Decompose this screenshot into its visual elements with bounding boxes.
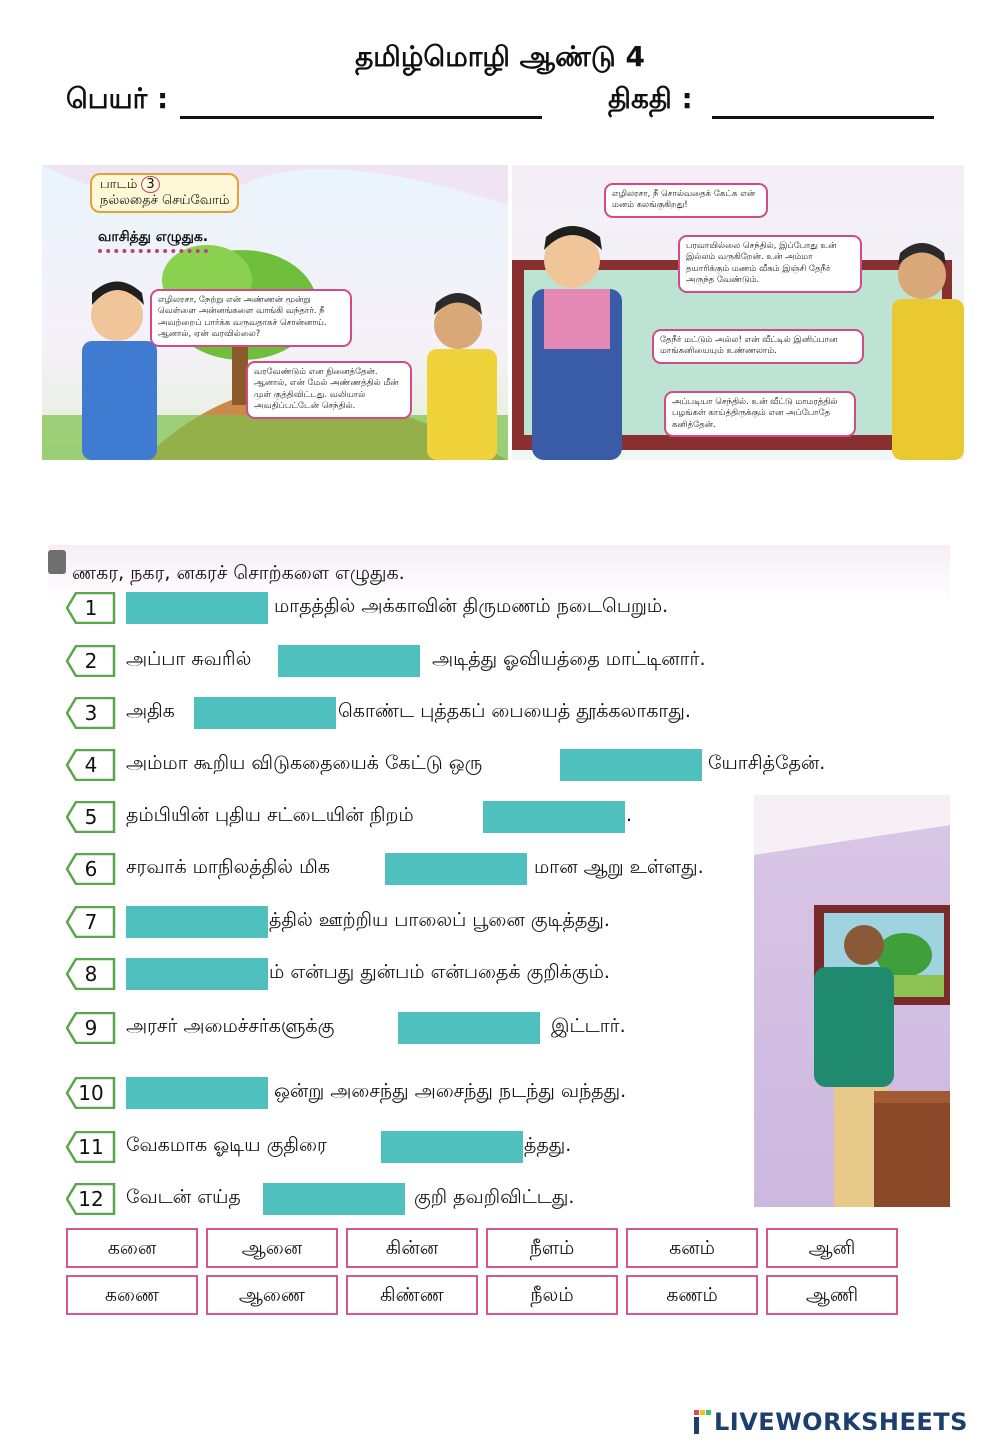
reading-subheading: வாசித்து எழுதுக.	[98, 229, 208, 253]
question-number-badge	[66, 697, 116, 729]
answer-drop-zone[interactable]	[381, 1131, 523, 1163]
question-text-after: இட்டார்.	[551, 1015, 626, 1037]
question-text-after: மான ஆறு உள்ளது.	[534, 856, 704, 878]
answer-drop-zone[interactable]	[126, 906, 268, 938]
question-text-before: அப்பா சுவரில்	[126, 648, 252, 670]
question-number: 11	[78, 1135, 104, 1159]
question-text-after: அடித்து ஓவியத்தை மாட்டினார்.	[432, 648, 706, 670]
lesson-title: நல்லதைச் செய்வோம்	[100, 193, 230, 208]
speech-bubble: தேநீர் மட்டும் அல்ல! என் வீட்டில் இனிப்பான மாங்கனியையும் உண்ணலாம்.	[652, 329, 864, 364]
speech-bubble: வரவேண்டும் என நினைத்தேன். ஆனால், என் மேல் அண்ணத்தில் மீன் முள் குத்திவிட்டது. வலியால் அவதிப்பட்டேன் செந்தில்.	[246, 361, 412, 419]
question-number: 3	[84, 701, 98, 725]
speech-bubble: அப்படியா செந்தில். உன் வீட்டு மாமரத்தில் பழங்கள் காய்த்திருக்கும் என அப்போதே கனித்தேன்.	[664, 391, 856, 437]
worksheet-title: தமிழ்மொழி ஆண்டு 4	[355, 40, 645, 73]
question-number: 10	[78, 1081, 104, 1105]
question-number-badge	[66, 906, 116, 938]
draggable-word[interactable]: நீளம்	[486, 1228, 618, 1268]
question-text-before: அதிக	[126, 700, 175, 722]
question-number-badge	[66, 801, 116, 833]
question-text-after: த்தில் ஊற்றிய பாலைப் பூனை குடித்தது.	[269, 909, 610, 931]
answer-drop-zone[interactable]	[385, 853, 527, 885]
question-text-after: யோசித்தேன்.	[708, 752, 826, 774]
question-text-before: அரசர் அமைச்சர்களுக்கு	[126, 1015, 335, 1037]
name-label: பெயர் :	[66, 82, 169, 115]
draggable-word[interactable]: நீலம்	[486, 1275, 618, 1315]
question-number: 2	[84, 649, 98, 673]
lesson-label: பாடம்	[100, 177, 138, 192]
lesson-number: 3	[141, 176, 159, 193]
question-text-after: கொண்ட புத்தகப் பையைத் தூக்கலாகாது.	[338, 700, 691, 722]
question-number-badge	[66, 1012, 116, 1044]
question-number-badge	[66, 1183, 116, 1215]
question-text-after: குறி தவறிவிட்டது.	[414, 1186, 575, 1208]
speech-bubble: எழிலரசா, நேற்று என் அண்ணன் மூன்று வெள்ளை அன்னங்களை வாங்கி வந்தார். நீ அவற்றைப் பார்க்க வருவதாகச் சொன்னாய். ஆனால், ஏன் வரவில்லை?	[150, 289, 352, 347]
question-text-before: வேடன் எய்த	[126, 1186, 241, 1208]
question-number-badge	[66, 592, 116, 624]
question-number-badge	[66, 958, 116, 990]
draggable-word[interactable]: கனம்	[626, 1228, 758, 1268]
question-number: 12	[78, 1187, 104, 1211]
question-text-after: .	[626, 804, 633, 826]
question-number-badge	[66, 853, 116, 885]
exercise-instruction: ணகர, நகர, னகரச் சொற்களை எழுதுக.	[72, 562, 405, 584]
liveworksheets-logo: LIVEWORKSHEETS	[714, 1408, 968, 1436]
answer-drop-zone[interactable]	[263, 1183, 405, 1215]
answer-drop-zone[interactable]	[483, 801, 625, 833]
answer-drop-zone[interactable]	[278, 645, 420, 677]
draggable-word[interactable]: கணம்	[626, 1275, 758, 1315]
book-icon	[48, 550, 66, 574]
speech-bubble: எழிலரசா, நீ சொல்வதைக் கேட்க என் மனம் கலங்குகிறது!	[604, 183, 768, 218]
question-number: 5	[84, 805, 98, 829]
man-hanging-picture-illustration	[754, 795, 950, 1207]
answer-drop-zone[interactable]	[560, 749, 702, 781]
answer-drop-zone[interactable]	[398, 1012, 540, 1044]
question-number-badge	[66, 749, 116, 781]
question-text-after: ஒன்று அசைந்து அசைந்து நடந்து வந்தது.	[274, 1080, 627, 1102]
question-text-before: சரவாக் மாநிலத்தில் மிக	[126, 856, 330, 878]
question-number-badge	[66, 1131, 116, 1163]
name-line	[180, 116, 542, 119]
speech-bubble: பரவாயில்லை செந்தில், இப்போது உன் இல்லம் வருகிறேன். உன் அம்மா தயாரிக்கும் மணம் வீசும் இஞ்சி தேநீர் அருந்த வேண்டும்.	[678, 235, 862, 293]
draggable-word[interactable]: கிண்ண	[346, 1275, 478, 1315]
question-number: 8	[84, 962, 98, 986]
draggable-word[interactable]: கணை	[66, 1275, 198, 1315]
date-label: திகதி :	[608, 82, 693, 115]
question-number-badge	[66, 1077, 116, 1109]
draggable-word[interactable]: கின்ன	[346, 1228, 478, 1268]
question-number: 7	[84, 910, 98, 934]
draggable-word[interactable]: ஆணி	[766, 1275, 898, 1315]
question-number: 9	[84, 1016, 98, 1040]
question-text-before: தம்பியின் புதிய சட்டையின் நிறம்	[126, 804, 414, 826]
question-text-before: அம்மா கூறிய விடுகதையைக் கேட்டு ஒரு	[126, 752, 483, 774]
lesson-tag	[90, 173, 239, 213]
question-text-before: வேகமாக ஓடிய குதிரை	[126, 1134, 327, 1156]
question-text-after: மாதத்தில் அக்காவின் திருமணம் நடைபெறும்.	[274, 595, 669, 617]
question-number: 1	[84, 596, 98, 620]
answer-drop-zone[interactable]	[194, 697, 336, 729]
question-number: 4	[84, 753, 98, 777]
draggable-word[interactable]: கனை	[66, 1228, 198, 1268]
question-number: 6	[84, 857, 98, 881]
man-art	[754, 795, 950, 1207]
illustration-right	[512, 165, 964, 460]
question-text-after: ம் என்பது துன்பம் என்பதைக் குறிக்கும்.	[269, 961, 610, 983]
draggable-word[interactable]: ஆனை	[206, 1228, 338, 1268]
draggable-word[interactable]: ஆணை	[206, 1275, 338, 1315]
answer-drop-zone[interactable]	[126, 1077, 268, 1109]
date-line	[712, 116, 934, 119]
question-text-after: த்தது.	[524, 1134, 572, 1156]
draggable-word[interactable]: ஆனி	[766, 1228, 898, 1268]
illustration-left	[42, 165, 508, 460]
answer-drop-zone[interactable]	[126, 592, 268, 624]
answer-drop-zone[interactable]	[126, 958, 268, 990]
question-number-badge	[66, 645, 116, 677]
